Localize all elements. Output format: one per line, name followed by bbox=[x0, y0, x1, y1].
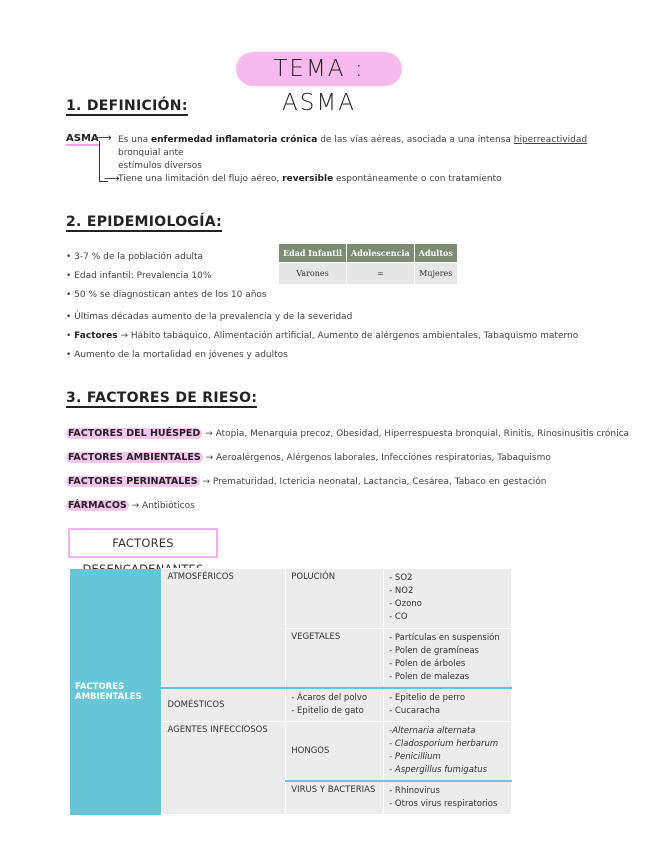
definition-1: Es una enfermedad inflamatoria crónica de las vías aéreas, asociada a una intensa hiperreactividad bronquial ante estímulos diversos bbox=[118, 135, 588, 171]
epidemiologia-list-2 bbox=[66, 308, 578, 365]
desencadenantes-title-box: FACTORES bbox=[68, 528, 218, 558]
polucion-items: - SO2 - NO2 - Ozono - CO bbox=[384, 569, 512, 629]
virus-items: - Rhinovirus - Otros virus respiratorios bbox=[384, 781, 512, 815]
atmosfericos-cell: ATMOSFÉRICOS bbox=[162, 569, 286, 689]
list-item: • 3-7 % de la población adulta bbox=[66, 252, 204, 262]
desencadenantes-table bbox=[70, 568, 512, 815]
asma-label: ASMA bbox=[66, 133, 99, 144]
sex-prevalence-table bbox=[278, 243, 458, 285]
list-item: FÁRMACOS → Antibióticos bbox=[68, 500, 195, 511]
page-title: TEMA : ASMA bbox=[236, 52, 402, 86]
polucion-cell: POLUCIÓN bbox=[286, 569, 384, 629]
list-item: FACTORES AMBIENTALES → Aeroalérgenos, Alérgenos laborales, Infecciones respiratorias, Tabaquismo bbox=[68, 452, 551, 463]
list-item: FACTORES DEL HUÉSPED → Atopia, Menarquia precoz, Obesidad, Hiperrespuesta bronquial, Rinitis, Rinosinusitis crónica bbox=[68, 428, 630, 439]
table-cell: Mujeres bbox=[414, 263, 457, 285]
infecciosos-cell: AGENTES INFECCIOSOS bbox=[162, 722, 286, 815]
section-factores-riesgo-heading: 3. FACTORES DE RIESO: bbox=[66, 390, 258, 406]
hongos-items: -Alternaria alternata - Cladosporium herbarum - Penicillium - Aspergillus fumigatus bbox=[384, 722, 512, 782]
epidemiologia-list bbox=[66, 248, 267, 305]
vegetales-items: - Partículas en suspensión - Polen de gramíneas - Polen de árboles - Polen de malezas bbox=[384, 629, 512, 689]
domesticos-mid: - Ácaros del polvo - Epitelio de gato bbox=[286, 688, 384, 722]
table-header: Adolescencia bbox=[347, 244, 415, 263]
factores-ambientales-cell: FACTORES AMBIENTALES bbox=[70, 569, 162, 815]
list-item: • Últimas décadas aumento de la prevalencia y de la severidad bbox=[66, 312, 353, 322]
vegetales-cell: VEGETALES bbox=[286, 629, 384, 689]
section-epidemiologia-heading: 2. EPIDEMIOLOGÍA: bbox=[66, 214, 223, 230]
virus-cell: VIRUS Y BACTERIAS bbox=[286, 781, 384, 815]
list-item: • Aumento de la mortalidad en jóvenes y adultos bbox=[66, 350, 288, 360]
list-item: • 50 % se diagnostican antes de los 10 años bbox=[66, 290, 267, 300]
table-cell: = bbox=[347, 263, 415, 285]
arrow-icon: ⟶ bbox=[104, 172, 120, 185]
table-cell: Varones bbox=[279, 263, 347, 285]
risk-factors-list bbox=[66, 422, 629, 518]
domesticos-cell: DOMÉSTICOS bbox=[162, 688, 286, 722]
section-definicion-heading: 1. DEFINICIÓN: bbox=[66, 98, 188, 114]
definition-2: Tiene una limitación del flujo aéreo, reversible espontáneamente o con tratamiento bbox=[118, 174, 502, 184]
table-header: Adultos bbox=[414, 244, 457, 263]
list-item: • Factores → Hábito tabáquico, Alimentación artificial, Aumento de alérgenos ambientales, Tabaquismo materno bbox=[66, 331, 579, 341]
hongos-cell: HONGOS bbox=[286, 722, 384, 782]
list-item: • Edad infantil: Prevalencia 10% bbox=[66, 271, 212, 281]
list-item: FACTORES PERINATALES → Prematuridad, Ictericia neonatal, Lactancia, Cesárea, Tabaco en gestación bbox=[68, 476, 547, 487]
domesticos-items: - Epitelio de perro - Cucaracha bbox=[384, 688, 512, 722]
table-header: Edad Infantil bbox=[279, 244, 347, 263]
arrow-icon: ⟶ bbox=[96, 131, 112, 144]
